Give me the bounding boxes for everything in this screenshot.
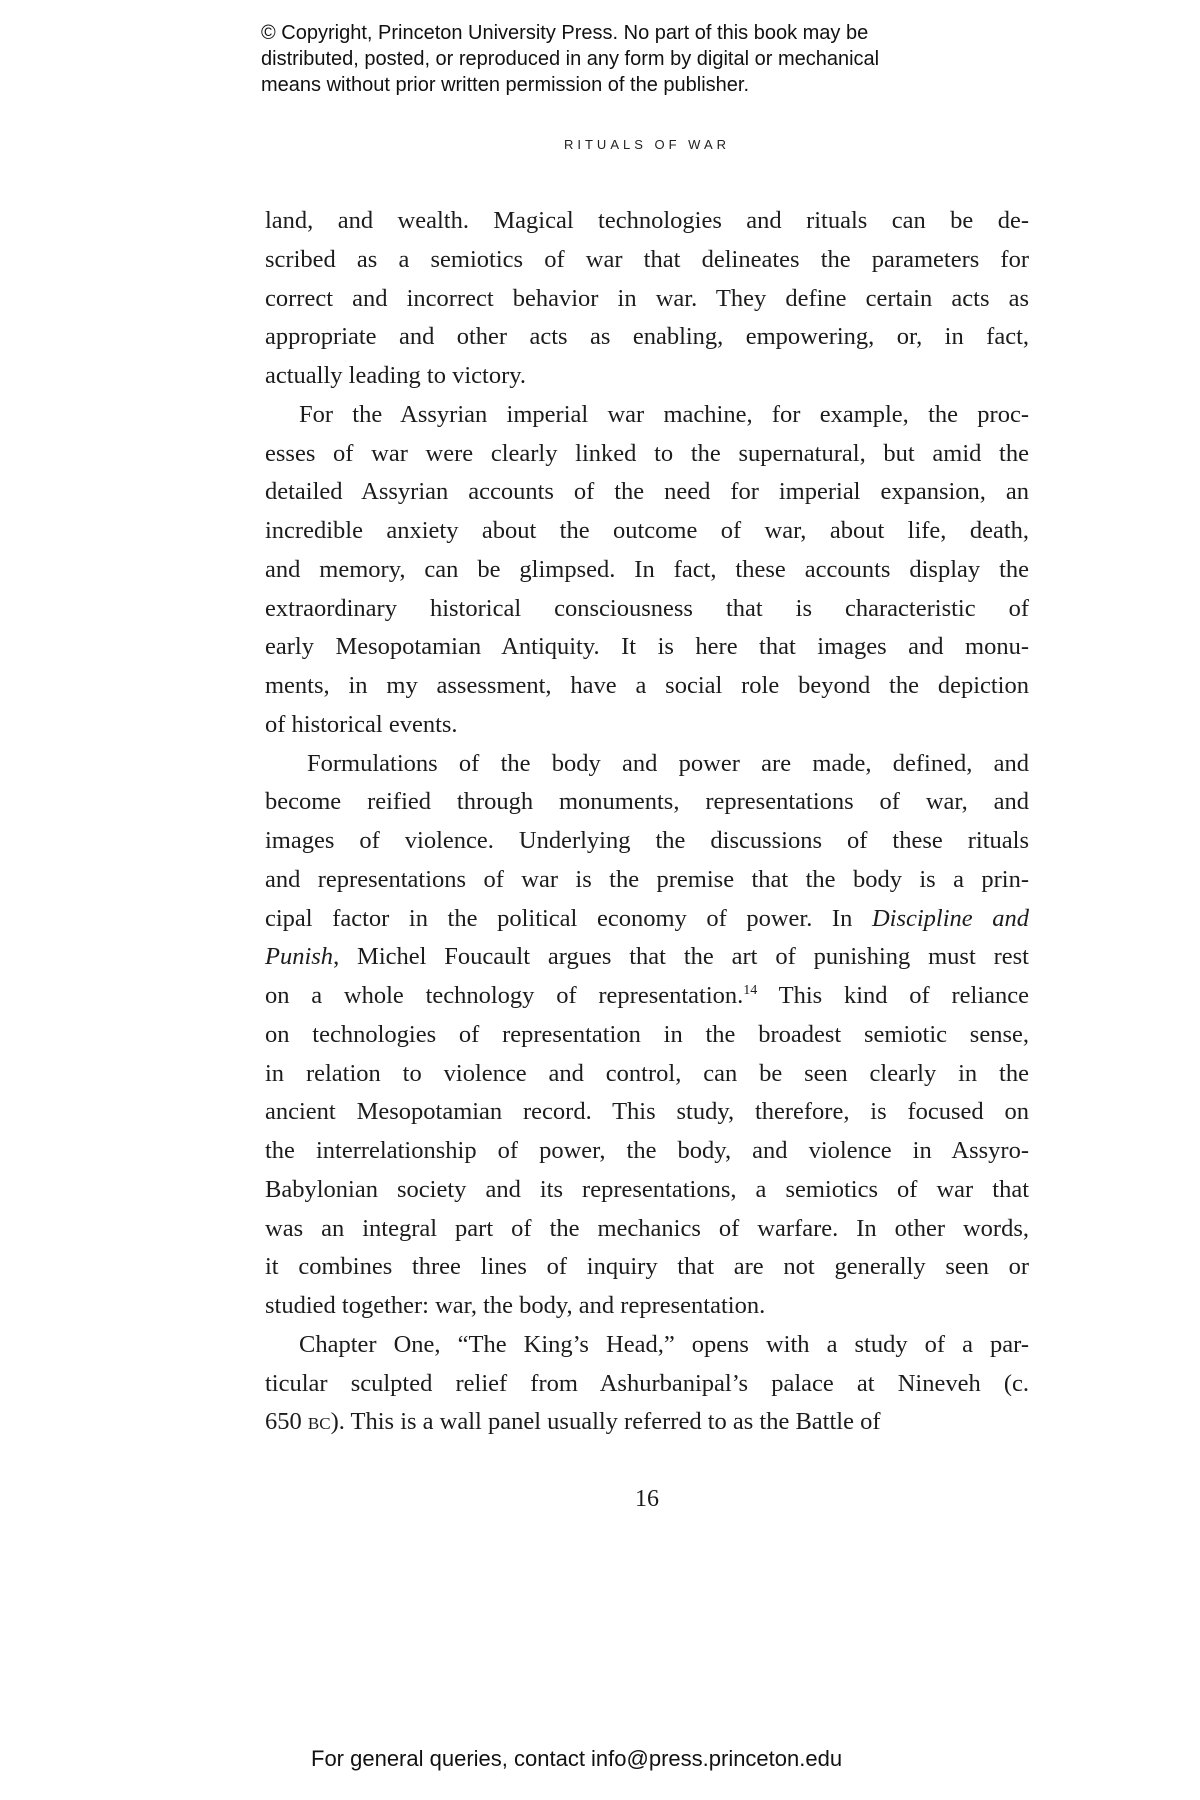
text-segment: on technologies of representation in the broadest semiotic sense, (265, 1020, 1029, 1048)
text-line (265, 667, 1029, 706)
text-segment: Chapter One, “The King’s Head,” opens with a study of a par- (299, 1330, 1029, 1358)
text-segment: This kind of reliance (757, 982, 1029, 1009)
text-segment: appropriate and other acts as enabling, empowering, or, in fact, (265, 323, 1029, 351)
text-line (265, 900, 1029, 939)
italic-title: Discipline and (871, 904, 1029, 932)
footer-contact: For general queries, contact info@press.princeton.edu (311, 1746, 843, 1771)
text-segment: was an integral part of the mechanics of warfare. In other words, (265, 1214, 1029, 1242)
text-segment: scribed as a semiotics of war that delineates the parameters for (265, 245, 1029, 273)
copyright-notice (261, 20, 879, 98)
text-line (265, 1171, 1029, 1210)
paragraph (265, 745, 1029, 1326)
text-segment: ticular sculpted relief from Ashurbanipal’s palace at Nineveh (c. (265, 1369, 1029, 1397)
text-line (265, 1093, 1029, 1132)
text-line (265, 280, 1029, 319)
text-segment: images of violence. Underlying the discussions of these rituals (265, 827, 1029, 854)
footnote-ref: 14 (743, 982, 758, 998)
text-segment: Babylonian society and its representations, a semiotics of war that (265, 1175, 1029, 1203)
text-segment: become reified through monuments, representations of war, and (265, 788, 1029, 816)
body-text (265, 202, 1029, 1442)
text-line (265, 1016, 1029, 1055)
text-segment: cipal factor in the political economy of power. In (265, 904, 872, 932)
text-line (265, 977, 1029, 1016)
text-line (265, 551, 1029, 590)
text-segment: of historical events. (265, 710, 458, 738)
text-line (265, 396, 1029, 435)
paragraph (265, 202, 1029, 396)
text-segment: 650 (265, 1408, 308, 1436)
text-segment: bc (307, 1408, 331, 1436)
text-line (265, 1403, 1029, 1442)
text-line (265, 1055, 1029, 1094)
text-segment: studied together: war, the body, and representation. (265, 1292, 766, 1319)
text-line (265, 202, 1029, 241)
text-segment: land, and wealth. Magical technologies and rituals can be de- (265, 207, 1029, 234)
text-segment: and memory, can be glimpsed. In fact, these accounts display the (265, 555, 1029, 583)
text-line (265, 512, 1029, 551)
text-line (265, 473, 1029, 512)
text-segment: ). This is a wall panel usually referred to as the Battle of (330, 1408, 881, 1436)
page-number: 16 (635, 1486, 659, 1512)
running-head: RITUALS OF WAR (563, 137, 731, 152)
text-line (265, 706, 1029, 745)
text-line (265, 318, 1029, 357)
italic-title: Punish (265, 943, 334, 971)
text-line (265, 861, 1029, 900)
text-line (265, 1132, 1029, 1171)
text-segment: detailed Assyrian accounts of the need for imperial expansion, an (265, 478, 1029, 506)
text-segment: actually leading to victory. (265, 362, 527, 389)
text-segment: Formulations of the body and power are made, defined, and (307, 749, 1029, 777)
paragraph (265, 396, 1029, 745)
text-segment: it combines three lines of inquiry that are not generally seen or (265, 1253, 1029, 1281)
text-line (265, 241, 1029, 280)
copyright-line: distributed, posted, or reproduced in any form by digital or mechanical (261, 48, 880, 70)
text-line (265, 1365, 1029, 1404)
text-segment: extraordinary historical consciousness that is characteristic of (265, 594, 1029, 622)
text-line (265, 1326, 1029, 1365)
text-line (265, 822, 1029, 861)
text-segment: correct and incorrect behavior in war. They define certain acts as (265, 284, 1029, 312)
text-line (265, 745, 1029, 784)
text-line (265, 938, 1029, 977)
text-line (265, 1287, 1029, 1326)
text-segment: , Michel Foucault argues that the art of punishing must rest (333, 943, 1029, 971)
text-segment: incredible anxiety about the outcome of war, about life, death, (265, 517, 1029, 544)
text-line (265, 1210, 1029, 1249)
paragraph (265, 1326, 1029, 1442)
text-segment: on a whole technology of representation. (265, 982, 744, 1009)
text-segment: the interrelationship of power, the body, and violence in Assyro- (265, 1137, 1029, 1164)
text-segment: ments, in my assessment, have a social role beyond the depiction (265, 672, 1029, 699)
text-segment: and representations of war is the premise that the body is a prin- (265, 865, 1029, 893)
text-segment: For the Assyrian imperial war machine, for example, the proc- (299, 400, 1029, 428)
text-line (265, 628, 1029, 667)
text-line (265, 590, 1029, 629)
text-segment: ancient Mesopotamian record. This study, therefore, is focused on (265, 1098, 1029, 1126)
text-segment: esses of war were clearly linked to the supernatural, but amid the (265, 439, 1029, 467)
text-line (265, 357, 1029, 396)
copyright-line: means without prior written permission of the publisher. (261, 74, 750, 96)
text-segment: early Mesopotamian Antiquity. It is here that images and monu- (265, 633, 1029, 661)
copyright-line: © Copyright, Princeton University Press. No part of this book may be (261, 22, 869, 44)
text-line (265, 783, 1029, 822)
text-segment: in relation to violence and control, can be seen clearly in the (265, 1059, 1029, 1087)
text-line (265, 1248, 1029, 1287)
text-line (265, 435, 1029, 474)
